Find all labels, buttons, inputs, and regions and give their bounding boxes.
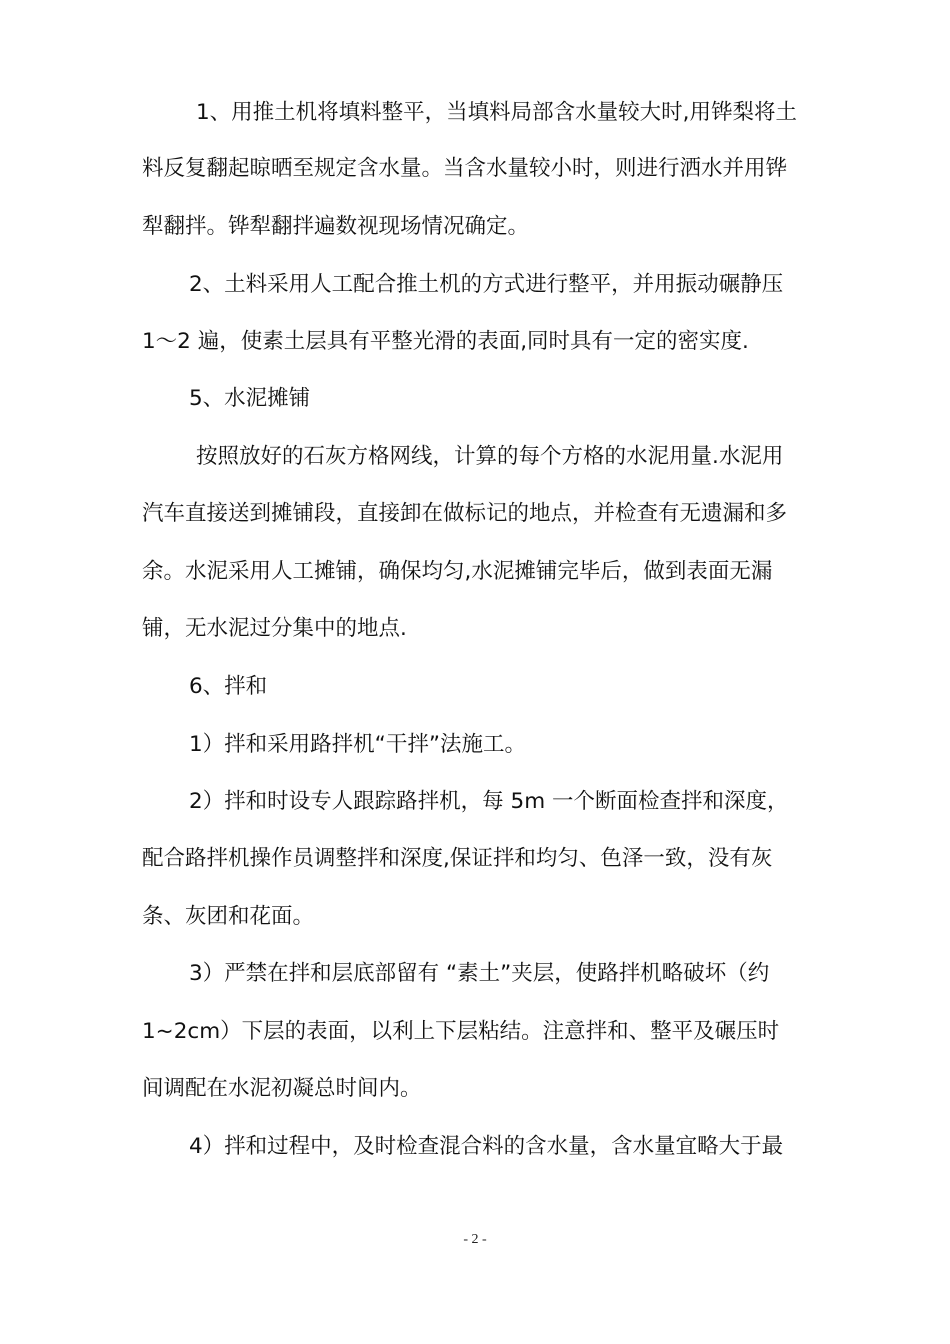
body-text-line: 犁翻拌。铧犁翻拌遍数视现场情况确定。: [142, 214, 530, 239]
section-heading: 5、水泥摊铺: [189, 386, 311, 411]
body-text-line: 4）拌和过程中，及时检查混合料的含水量，含水量宜略大于最: [189, 1134, 784, 1159]
body-text-line: 2、土料采用人工配合推土机的方式进行整平，并用振动碾静压: [189, 272, 784, 297]
body-text-line: 余。水泥采用人工摊铺，确保均匀,水泥摊铺完毕后，做到表面无漏: [142, 559, 773, 584]
body-text-line: 铺，无水泥过分集中的地点.: [142, 616, 407, 641]
body-text-line: 1~2cm）下层的表面，以利上下层粘结。注意拌和、整平及碾压时: [142, 1019, 780, 1044]
body-text-line: 料反复翻起晾晒至规定含水量。当含水量较小时，则进行洒水并用铧: [142, 156, 788, 181]
body-text-line: 1）拌和采用路拌机“干拌”法施工。: [189, 732, 526, 757]
section-heading: 6、拌和: [189, 674, 268, 699]
body-text-line: 条、灰团和花面。: [142, 904, 315, 929]
body-text-line: 2）拌和时设专人跟踪路拌机，每 5m 一个断面检查拌和深度，: [189, 789, 789, 814]
body-text-line: 汽车直接送到摊铺段，直接卸在做标记的地点，并检查有无遗漏和多: [142, 501, 788, 526]
body-text-line: 配合路拌机操作员调整拌和深度,保证拌和均匀、色泽一致，没有灰: [142, 846, 773, 871]
body-text-line: 3）严禁在拌和层底部留有 “素土”夹层，使路拌机略破坏（约: [189, 961, 770, 986]
page-number: - 2 -: [463, 1232, 487, 1247]
body-text-line: 1、用推土机将填料整平，当填料局部含水量较大时,用铧梨将土: [196, 100, 798, 125]
body-text-line: 按照放好的石灰方格网线，计算的每个方格的水泥用量.水泥用: [196, 444, 784, 469]
body-text-line: 间调配在水泥初凝总时间内。: [142, 1076, 422, 1101]
body-text-line: 1～2 遍，使素土层具有平整光滑的表面,同时具有一定的密实度.: [142, 329, 749, 354]
